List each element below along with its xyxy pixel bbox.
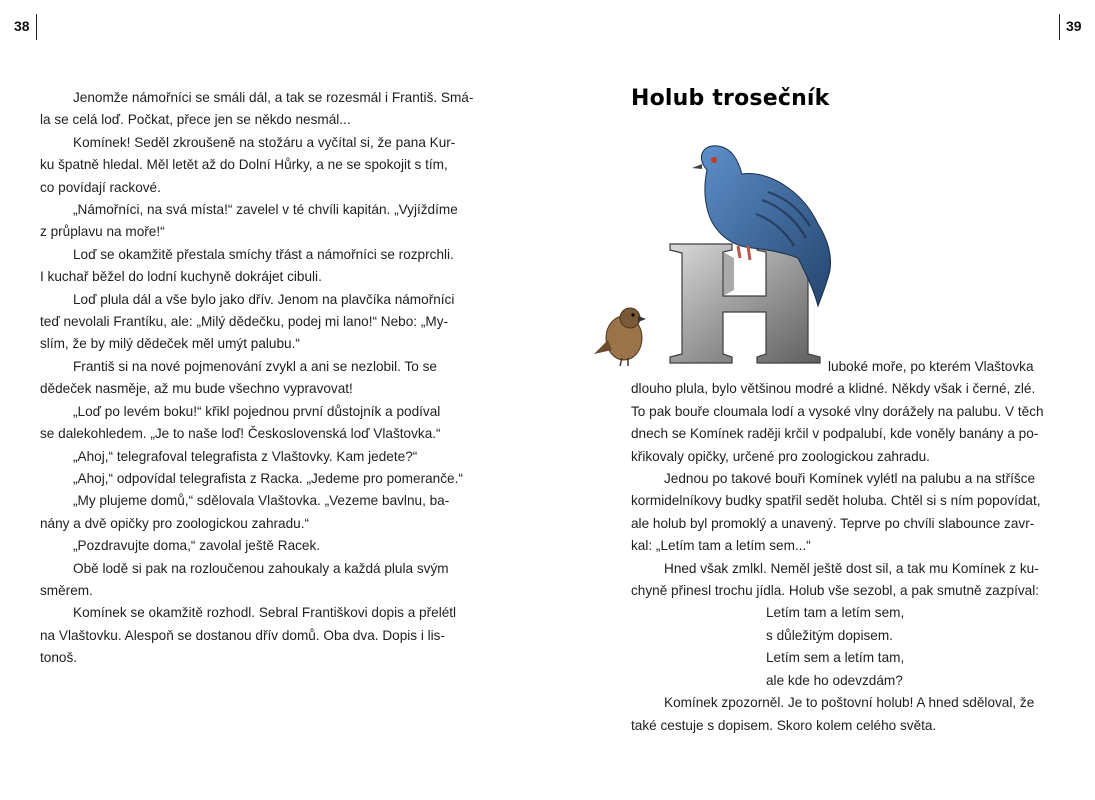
- right-page-text: [631, 356, 1057, 737]
- text-line: směrem.: [40, 582, 93, 598]
- text-line: dnech se Komínek raději krčil v podpalubí, kde voněly banány a po-: [631, 426, 1039, 442]
- chapter-title: Holub trosečník: [631, 86, 830, 111]
- text-line: se dalekohledem. „Je to naše loď! Československá loď Vlaštovka.“: [40, 426, 441, 442]
- text-line: tonoš.: [40, 650, 78, 666]
- text-line: kormidelníkovy budky spatřil sedět holuba. Chtěl si s ním popovídat,: [631, 493, 1041, 509]
- text-line: „Pozdravujte doma,“ zavolal ještě Racek.: [73, 538, 321, 554]
- text-line: To pak bouře cloumala lodí a vysoké vlny dorážely na palubu. V těch: [631, 403, 1044, 419]
- text-line: ku špatně hledal. Měl letět až do Dolní Hůrky, a ne se spokojit s tím,: [40, 157, 448, 173]
- text-line: „Ahoj,“ odpovídal telegrafista z Racka. „Jedeme pro pomeranče.“: [73, 470, 463, 486]
- poem-block: [631, 602, 1057, 692]
- text-line: I kuchař běžel do lodní kuchyně dokrájet cibuli.: [40, 269, 322, 285]
- text-line: la se celá loď. Počkat, přece jen se někdo nesmál...: [40, 112, 351, 128]
- text-line: dědeček nasměje, až mu bude všechno vypravovat!: [40, 381, 353, 397]
- text-line: chyně přinesl trochu jídla. Holub vše sezobl, a pak smutně zazpíval:: [631, 583, 1040, 599]
- text-line: „My plujeme domů,“ sdělovala Vlaštovka. „Vezeme bavlnu, ba-: [73, 493, 450, 509]
- text-line: na Vlaštovku. Alespoň se dostanou dřív domů. Oba dva. Dopis i lis-: [40, 627, 446, 643]
- text-line: nány a dvě opičky pro zoologickou zahradu.“: [40, 515, 310, 531]
- text-line: z průplavu na moře!“: [40, 224, 165, 240]
- text-line: „Ahoj,“ telegrafoval telegrafista z Vlaštovky. Kam jedete?“: [73, 448, 418, 464]
- text-line: „Námořníci, na svá místa!“ zavelel v té chvíli kapitán. „Vyjíždíme: [73, 202, 458, 218]
- drop-cap-letter-h: [670, 244, 820, 363]
- text-line: Loď plula dál a vše bylo jako dřív. Jenom na plavčíka námořníci: [73, 291, 455, 307]
- text-line: „Loď po levém boku!“ křikl pojednou první důstojník a podíval: [73, 403, 441, 419]
- text-line: Jenomže námořníci se smáli dál, a tak se rozesmál i Františ. Smá-: [73, 90, 474, 105]
- text-line: Františ si na nové pojmenování zvykl a ani se nezlobil. To se: [73, 358, 437, 374]
- text-line: co povídají rackové.: [40, 179, 161, 195]
- drop-cap-first-line: luboké moře, po kterém Vlaštovka: [828, 359, 1034, 374]
- text-line: Obě lodě si pak na rozloučenou zahoukaly a každá plula svým: [73, 560, 449, 576]
- text-line: dlouho plula, bylo většinou modré a klidné. Někdy však i černé, zlé.: [631, 381, 1036, 397]
- text-line: Letím sem a letím tam,: [766, 650, 905, 666]
- text-line: Komínek zpozorněl. Je to poštovní holub! A hned sděloval, že: [664, 695, 1035, 711]
- text-line: slím, že by milý dědeček měl umýt palubu.“: [40, 336, 300, 352]
- text-line: ale kde ho odevzdám?: [766, 672, 903, 688]
- text-line: Komínek se okamžitě rozhodl. Sebral Františkovi dopis a přelétl: [73, 605, 457, 621]
- left-page-text: [40, 87, 474, 670]
- text-line: také cestuje s dopisem. Skoro kolem celého světa.: [631, 717, 937, 733]
- page-number-right: 39: [1066, 18, 1082, 34]
- text-line: teď nevolali Frantíku, ale: „Milý dědečku, podej mi lano!“ Nebo: „My-: [40, 314, 449, 330]
- page-number-left: 38: [14, 18, 30, 34]
- pigeon-on-letter-illustration: [592, 140, 842, 376]
- text-line: Komínek! Seděl zkroušeně na stožáru a vyčítal si, že pana Kur-: [73, 134, 456, 150]
- text-line: Hned však zmlkl. Neměl ještě dost sil, a tak mu Komínek z ku-: [664, 560, 1039, 576]
- text-line: kal: „Letím tam a letím sem...“: [631, 538, 811, 554]
- text-line: Letím tam a letím sem,: [766, 605, 905, 621]
- text-line: s důležitým dopisem.: [766, 627, 893, 643]
- text-line: Jednou po takové bouři Komínek vylétl na palubu a na stříšce: [664, 471, 1036, 487]
- text-line: křikovaly opičky, určené pro zoologickou zahradu.: [631, 448, 930, 464]
- text-line: Loď se okamžitě přestala smíchy třást a námořníci se rozprchli.: [73, 246, 454, 262]
- page-number-divider-right: [1059, 14, 1060, 40]
- page-number-divider-left: [36, 14, 37, 40]
- text-line: ale holub byl promoklý a unavený. Teprve po chvíli slabounce zavr-: [631, 515, 1035, 531]
